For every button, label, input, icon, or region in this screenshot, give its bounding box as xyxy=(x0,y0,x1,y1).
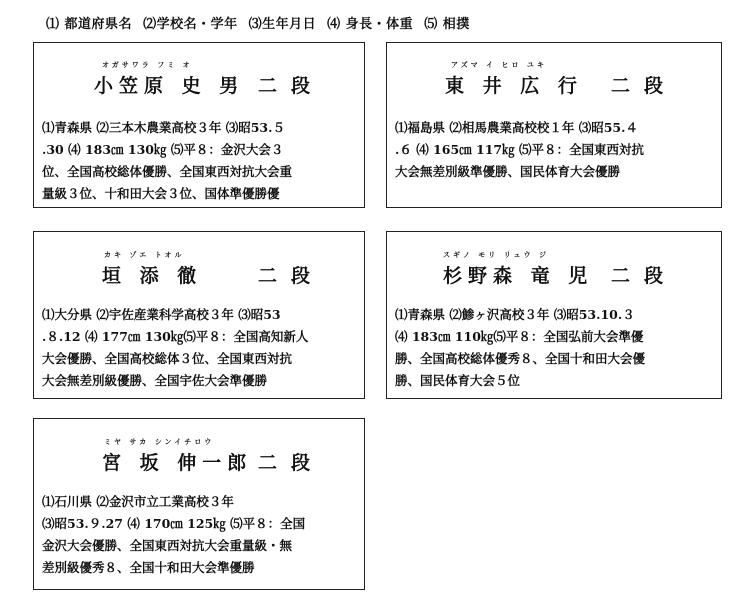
wrestler-name: 杉野森 竜 児 xyxy=(443,265,594,287)
wrestler-rank: 二段 xyxy=(611,265,678,287)
wrestler-card-suginomori xyxy=(386,231,722,399)
wrestler-details xyxy=(395,117,715,183)
furigana: カキ ゾエ トオル xyxy=(104,250,185,259)
detail-line: 大会無差別級準優勝、国民体育大会優勝 xyxy=(395,164,621,179)
furigana: スギノ モリ リュウ ジ xyxy=(443,250,549,259)
wrestler-rank: 二段 xyxy=(258,265,325,287)
wrestler-details xyxy=(42,117,358,205)
detail-line: 大会無差別級優勝、全国宇佐大会準優勝 xyxy=(42,373,268,388)
legend-school-grade: ⑵学校名・学年 xyxy=(143,17,238,32)
wrestler-details xyxy=(42,491,358,579)
detail-line: .６ ⑷ 165㎝ 117㎏ ⑸平８：全国東西対抗 xyxy=(395,142,644,157)
furigana: アズマ イ ヒロ ユキ xyxy=(451,60,547,69)
detail-line: ⑴福島県 ⑵相馬農業高校校１年 ⑶昭55.４ xyxy=(395,120,638,135)
wrestler-rank: 二段 xyxy=(258,75,325,97)
detail-line: 量級３位、十和田大会３位、国体準優勝優 xyxy=(42,186,280,201)
wrestler-card-kakizoe xyxy=(33,231,365,399)
wrestler-name: 東 井 広 行 xyxy=(445,75,583,97)
detail-line: ⑶昭53.９.27 ⑷ 170㎝ 125㎏ ⑸平８：全国 xyxy=(42,516,306,531)
wrestler-details xyxy=(395,304,715,392)
wrestler-card-ogasawara xyxy=(33,42,365,208)
wrestler-rank: 二段 xyxy=(258,452,325,474)
detail-line: .30 ⑷ 183㎝ 130㎏ ⑸平８：金沢大会３ xyxy=(42,142,284,157)
legend-prefecture: ⑴ 都道府県名 xyxy=(46,17,133,32)
legend-sumo-record: ⑸ 相撲 xyxy=(424,17,470,32)
wrestler-card-azumai xyxy=(386,42,722,208)
detail-line: 勝、全国高校総体優秀８、全国十和田大会優 xyxy=(395,351,646,366)
wrestler-name: 垣 添 徹 xyxy=(102,265,203,287)
detail-line: ⑴青森県 ⑵三本木農業高校３年 ⑶昭53.５ xyxy=(42,120,285,135)
detail-line: .８.12 ⑷ 177㎝ 130㎏⑸平８：全国高知新人 xyxy=(42,329,309,344)
detail-line: 金沢大会優勝、全国東西対抗大会重量級・無 xyxy=(42,538,293,553)
detail-line: ⑷ 183㎝ 110㎏⑸平８：全国弘前大会準優 xyxy=(395,329,644,344)
detail-line: 位、全国高校総体優勝、全国東西対抗大会重 xyxy=(42,164,293,179)
wrestler-name: 小笠原 史 男 xyxy=(94,75,245,97)
legend xyxy=(46,13,476,32)
detail-line: 差別級優秀８、全国十和田大会準優勝 xyxy=(42,560,255,575)
wrestler-name: 宮 坂 伸一郎 xyxy=(102,452,253,474)
wrestler-rank: 二段 xyxy=(611,75,678,97)
detail-line: ⑴青森県 ⑵鯵ヶ沢高校３年 ⑶昭53.10.３ xyxy=(395,307,635,322)
legend-height-weight: ⑷ 身長・体重 xyxy=(327,17,414,32)
detail-line: ⑴大分県 ⑵宇佐産業科学高校３年 ⑶昭53 xyxy=(42,307,281,322)
wrestler-card-miyasaka xyxy=(33,418,365,590)
wrestler-details xyxy=(42,304,358,392)
detail-line: ⑴石川県 ⑵金沢市立工業高校３年 xyxy=(42,494,234,509)
detail-line: 大会優勝、全国高校総体３位、全国東西対抗 xyxy=(42,351,293,366)
legend-birthdate: ⑶生年月日 xyxy=(248,17,317,32)
furigana: オガサワラ フミ オ xyxy=(102,60,193,69)
furigana: ミヤ サカ シンイチロウ xyxy=(104,437,215,446)
detail-line: 勝、国民体育大会５位 xyxy=(395,373,521,388)
